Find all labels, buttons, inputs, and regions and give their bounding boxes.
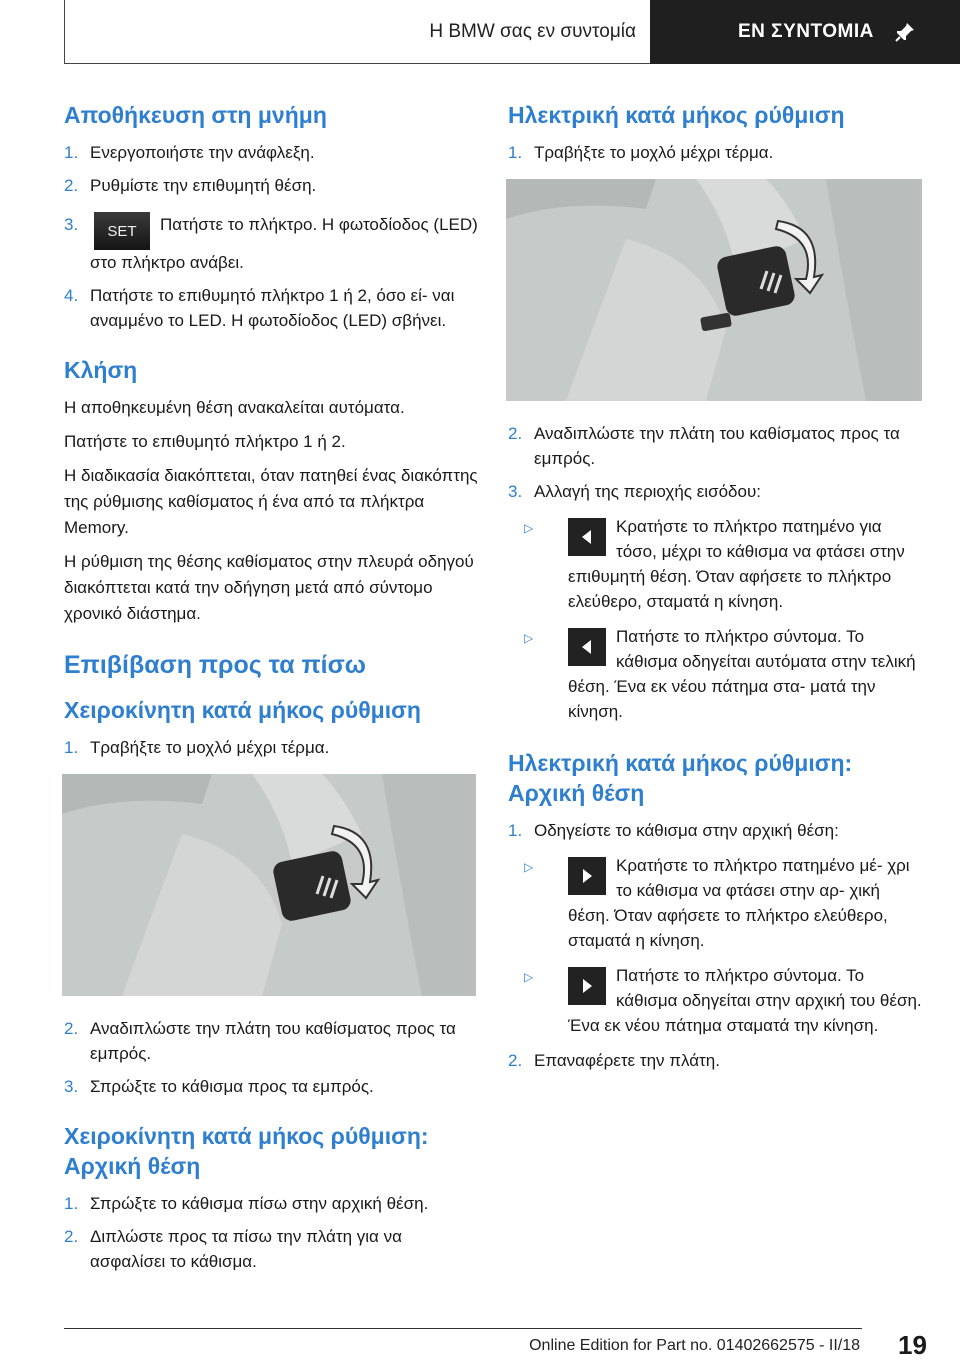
electric-steps-cont bbox=[508, 421, 926, 504]
list-item: 1. Τραβήξτε το μοχλό μέχρι τέρμα. bbox=[64, 738, 330, 757]
header-chapter bbox=[650, 0, 960, 64]
recall-text: Πατήστε το επιθυμητό πλήκτρο 1 ή 2. bbox=[64, 432, 346, 451]
bullet-triangle-icon: ▷ bbox=[524, 970, 534, 984]
list-item: 1. Σπρώξτε το κάθισμα πίσω στην αρχική θέση. bbox=[64, 1194, 429, 1213]
manual-home-title: Χειροκίνητη κατά μήκος ρύθμιση: Αρχική θέση bbox=[64, 1123, 429, 1179]
footer-edition: Online Edition for Part no. 01402662575 - II/18 bbox=[529, 1337, 860, 1354]
header-section-title: Η BMW σας εν συντομία bbox=[64, 0, 650, 64]
pin-icon bbox=[894, 21, 916, 43]
left-column bbox=[64, 100, 478, 1290]
header-chapter-label: ΕΝ ΣΥΝΤΟΜΙΑ bbox=[738, 21, 874, 42]
list-item: 1. Τραβήξτε το μοχλό μέχρι τέρμα. bbox=[508, 143, 774, 162]
back-arrow-button-image bbox=[568, 518, 606, 556]
seat-lever-photo bbox=[62, 774, 476, 996]
electric-title: Ηλεκτρική κατά μήκος ρύθμιση bbox=[508, 102, 845, 128]
bullet-triangle-icon: ▷ bbox=[524, 860, 534, 874]
memory-steps bbox=[64, 140, 478, 333]
manual-steps bbox=[64, 735, 478, 760]
right-column bbox=[508, 100, 926, 1089]
list-item: 4. Πατήστε το επιθυμητό πλήκτρο 1 ή 2, όσο εί‐ ναι αναμμένο το LED. Η φωτοδίοδος (LED) σβήνει. bbox=[64, 286, 455, 330]
list-item: 2. Ρυθμίστε την επιθυμητή θέση. bbox=[64, 176, 317, 195]
recall-text: Η αποθηκευμένη θέση ανακαλείται αυτόματα. bbox=[64, 398, 405, 417]
recall-text: Η διαδικασία διακόπτεται, όταν πατηθεί ένας διακόπτης της ρύθμισης καθίσματος ή ένα από τα πλήκτρα Memory. bbox=[64, 466, 478, 537]
list-item: 1. Οδηγείστε το κάθισμα στην αρχική θέση: bbox=[508, 821, 839, 840]
sub-item: ▷ Πατήστε το πλήκτρο σύντομα. Το κάθισμα οδηγείται αυτόματα στην τελική θέση. Ένα εκ νέου πάτημα στα‐ ματά την κίνηση. bbox=[524, 627, 916, 721]
electric-home-steps-cont bbox=[508, 1048, 926, 1073]
forward-arrow-button-image bbox=[568, 967, 606, 1005]
manual-home-steps bbox=[64, 1191, 478, 1274]
recall-text: Η ρύθμιση της θέσης καθίσματος στην πλευρά οδηγού διακόπτεται κατά την οδήγηση μετά από σύντομο χρονικό διάστημα. bbox=[64, 552, 474, 623]
memory-title: Αποθήκευση στη μνήμη bbox=[64, 102, 327, 128]
list-item: 2. Διπλώστε προς τα πίσω την πλάτη για να ασφαλίσει το κάθισμα. bbox=[64, 1227, 402, 1271]
sub-item: ▷ Κρατήστε το πλήκτρο πατημένο για τόσο, μέχρι το κάθισμα να φτάσει στην επιθυμητή θέση. Όταν αφήσετε το πλήκτρο ελεύθερο, σταματά η κίνηση. bbox=[524, 517, 905, 611]
list-item: 2. Αναδιπλώστε την πλάτη του καθίσματος προς τα εμπρός. bbox=[508, 424, 900, 468]
seat-electric-photo bbox=[506, 179, 922, 401]
set-button-image: SET bbox=[94, 212, 150, 250]
bullet-triangle-icon: ▷ bbox=[524, 521, 534, 535]
manual-title: Χειροκίνητη κατά μήκος ρύθμιση bbox=[64, 697, 421, 723]
footer-divider bbox=[64, 1328, 862, 1329]
list-item: 2. Επαναφέρετε την πλάτη. bbox=[508, 1051, 720, 1070]
electric-steps bbox=[508, 140, 926, 165]
sub-item: ▷ Πατήστε το πλήκτρο σύντομα. Το κάθισμα οδηγείται στην αρχική του θέση. Ένα εκ νέου πάτημα σταματά την κίνηση. bbox=[524, 966, 922, 1035]
list-item: 2. Αναδιπλώστε την πλάτη του καθίσματος προς τα εμπρός. bbox=[64, 1019, 456, 1063]
bullet-triangle-icon: ▷ bbox=[524, 631, 534, 645]
forward-arrow-button-image bbox=[568, 857, 606, 895]
list-item: 3. Αλλαγή της περιοχής εισόδου: bbox=[508, 482, 761, 501]
rear-entry-title: Επιβίβαση προς τα πίσω bbox=[64, 651, 366, 679]
sub-item: ▷ Κρατήστε το πλήκτρο πατημένο μέ‐ χρι το κάθισμα να φτάσει στην αρ‐ χική θέση. Όταν αφήσετε το πλήκτρο ελεύθερο, σταματά η κίνηση. bbox=[524, 856, 910, 950]
manual-steps-cont bbox=[64, 1016, 478, 1099]
list-item: 1. Ενεργοποιήστε την ανάφλεξη. bbox=[64, 143, 315, 162]
back-arrow-button-image bbox=[568, 628, 606, 666]
electric-home-title: Ηλεκτρική κατά μήκος ρύθμιση: Αρχική θέση bbox=[508, 750, 853, 806]
electric-home-steps bbox=[508, 818, 926, 843]
recall-title: Κλήση bbox=[64, 357, 138, 383]
page-number: 19 bbox=[898, 1330, 927, 1360]
list-item: 3. SET Πατήστε το πλήκτρο. Η φωτοδίοδος (LED) στο πλήκτρο ανάβει. bbox=[64, 212, 478, 275]
list-item: 3. Σπρώξτε το κάθισμα προς τα εμπρός. bbox=[64, 1077, 374, 1096]
